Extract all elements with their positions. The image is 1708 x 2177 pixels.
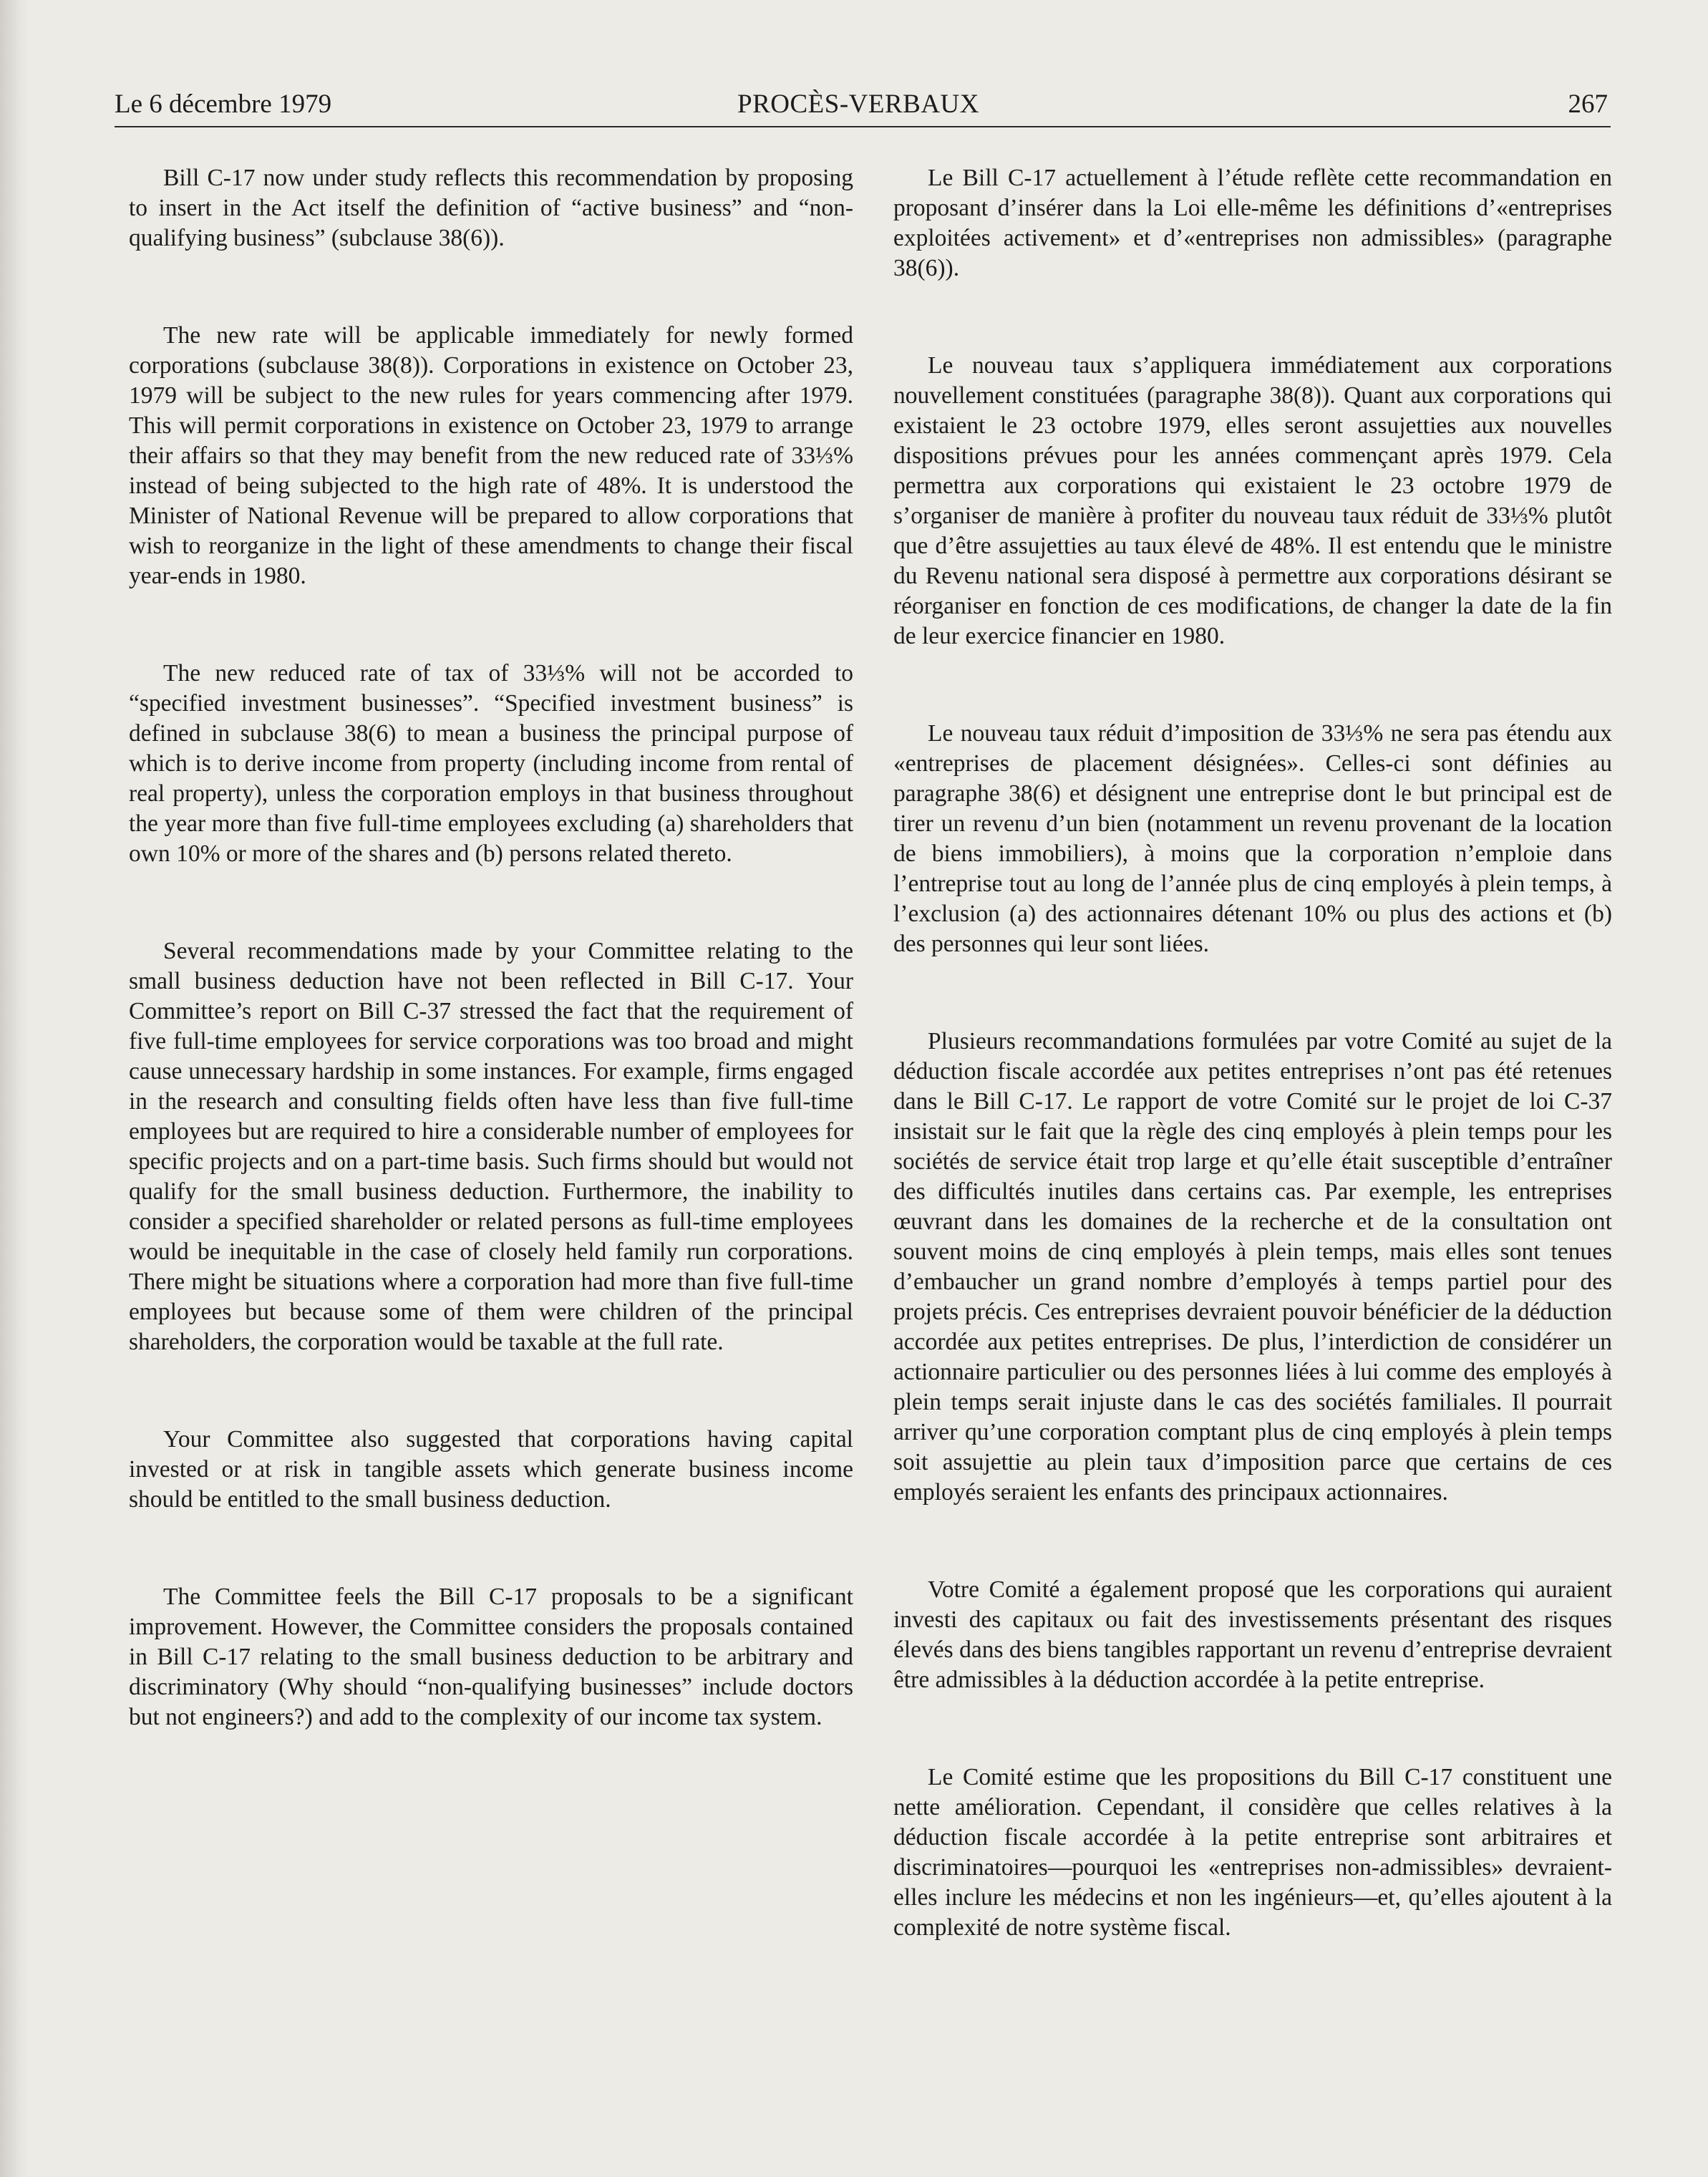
fr-paragraph-5: Votre Comité a également proposé que les corporations qui auraient investi des capitaux ou fait des investissements présentant des risques élevés dans des biens tangibles rapportant un revenu d’entreprise devraient être admissibles à la déduction accordée à la petite entreprise.: [893, 1576, 1612, 1693]
en-paragraph-4: Several recommendations made by your Committee relating to the small business deduction have not been reflected in Bill C-17. Your Committee’s report on Bill C-37 stressed the fact that the requirement of five full-time employees for service corporations was too broad and might cause unnecessary hardship in some instances. For example, firms engaged in the research and consulting fields often have less than five full-time employees but are required to hire a considerable number of employees for specific projects and on a part-time basis. Such firms should but would not qualify for the small business deduction. Furthermore, the inability to consider a specified shareholder or related persons as full-time employees would be inequitable in the case of closely held family run corporations. There might be situations where a corporation had more than five full-time employees but because some of them were children of the principal shareholders, the corporation would be taxable at the full rate.: [129, 938, 853, 1355]
french-column: [893, 163, 1612, 1943]
fr-paragraph-2: Le nouveau taux s’appliquera immédiatement aux corporations nouvellement constituées (paragraphe 38(8)). Quant aux corporations qui existaient le 23 octobre 1979, elles seront assujetties aux nouvelles dispositions prévues pour les années commençant après 1979. Cela permettra aux corporations qui existaient le 23 octobre 1979 de s’organiser de manière à profiter du nouveau taux réduit de 33⅓% plutôt que d’être assujetties au taux élevé de 48%. Il est entendu que le ministre du Revenu national sera disposé à permettre aux corporations désirant se réorganiser en fonction de ces modifications, de changer la date de la fin de leur exercice financier en 1980.: [893, 352, 1612, 649]
header-rule: [115, 126, 1611, 127]
en-paragraph-5: Your Committee also suggested that corporations having capital invested or at risk in tangible assets which generate business income should be entitled to the small business deduction.: [129, 1426, 853, 1513]
header-section-title: PROCÈS-VERBAUX: [737, 89, 979, 119]
en-paragraph-3: The new reduced rate of tax of 33⅓% will not be accorded to “specified investment businesses”. “Specified investment business” is defined in subclause 38(6) to mean a business the principal purpose of which is to derive income from property (including income from rental of real property), unless the corporation employs in that business throughout the year more than five full-time employees excluding (a) shareholders that own 10% or more of the shares and (b) persons related thereto.: [129, 660, 853, 867]
en-paragraph-1: Bill C-17 now under study reflects this recommendation by proposing to insert in the Act itself the definition of “active business” and “non-qualifying business” (subclause 38(6)).: [129, 165, 853, 251]
en-paragraph-6: The Committee feels the Bill C-17 proposals to be a significant improvement. However, the Committee considers the proposals contained in Bill C-17 relating to the small business deduction to be arbitrary and discriminatory (Why should “non-qualifying businesses” include doctors but not engineers?) and add to the complexity of our income tax system.: [129, 1584, 853, 1730]
header-date: Le 6 décembre 1979: [115, 89, 332, 119]
en-paragraph-2: The new rate will be applicable immediately for newly formed corporations (subclause 38(8)). Corporations in existence on October 23, 1979 will be subject to the new rules for years commencing after 1979. This will permit corporations in existence on October 23, 1979 to arrange their affairs so that they may benefit from the new reduced rate of 33⅓% instead of being subjected to the high rate of 48%. It is understood the Minister of National Revenue will be prepared to allow corporations that wish to reorganize in the light of these amendments to change their fiscal year-ends in 1980.: [129, 322, 853, 589]
fr-paragraph-4: Plusieurs recommandations formulées par votre Comité au sujet de la déduction fiscale accordée aux petites entreprises n’ont pas été retenues dans le Bill C-17. Le rapport de votre Comité sur le projet de loi C-37 insistait sur le fait que la règle des cinq employés à plein temps pour les sociétés de service était trop large et qu’elle était susceptible d’entraîner des difficultés inutiles dans certains cas. Par exemple, les entreprises œuvrant dans les domaines de la recherche et de la consultation ont souvent moins de cinq employés à plein temps, mais elles sont tenues d’embaucher un grand nombre d’employés à temps partiel pour des projets précis. Ces entreprises devraient pouvoir bénéficier de la déduction accordée aux petites entreprises. De plus, l’interdiction de considérer un actionnaire particulier ou des personnes liées à lui comme des employés à plein temps serait injuste dans le cas des sociétés familiales. Il pourrait arriver qu’une corporation comptant plus de cinq employés à plein temps soit assujettie au plein taux d’imposition parce que certains de ces employés seraient les enfants des principaux actionnaires.: [893, 1028, 1612, 1506]
fr-paragraph-3: Le nouveau taux réduit d’imposition de 33⅓% ne sera pas étendu aux «entreprises de placement désignées». Celles-ci sont définies au paragraphe 38(6) et désignent une entreprise dont le but principal est de tirer un revenu d’un bien (notamment un revenu provenant de la location de biens immobiliers), à moins que la corporation n’emploie dans l’entreprise tout au long de l’année plus de cinq employés à plein temps, à l’exclusion (a) des actionnaires détenant 10% ou plus des actions et (b) des personnes qui leur sont liées.: [893, 720, 1612, 957]
page-number: 267: [1568, 89, 1608, 119]
english-column: [129, 163, 853, 1732]
fr-paragraph-6: Le Comité estime que les propositions du Bill C-17 constituent une nette amélioration. Cependant, il considère que celles relatives à la déduction fiscale accordée à la petite entreprise sont arbitraires et discriminatoires—pourquoi les «entreprises non-admissibles» devraient-elles inclure les médecins et non les ingénieurs—et, qu’elles ajoutent à la complexité de notre système fiscal.: [893, 1764, 1612, 1941]
fr-paragraph-1: Le Bill C-17 actuellement à l’étude reflète cette recommandation en proposant d’insérer dans la Loi elle-même les définitions d’«entreprises exploitées activement» et d’«entreprises non admissibles» (paragraphe 38(6)).: [893, 165, 1612, 281]
running-head: [115, 80, 1611, 130]
page-binding-edge: [0, 0, 29, 2177]
